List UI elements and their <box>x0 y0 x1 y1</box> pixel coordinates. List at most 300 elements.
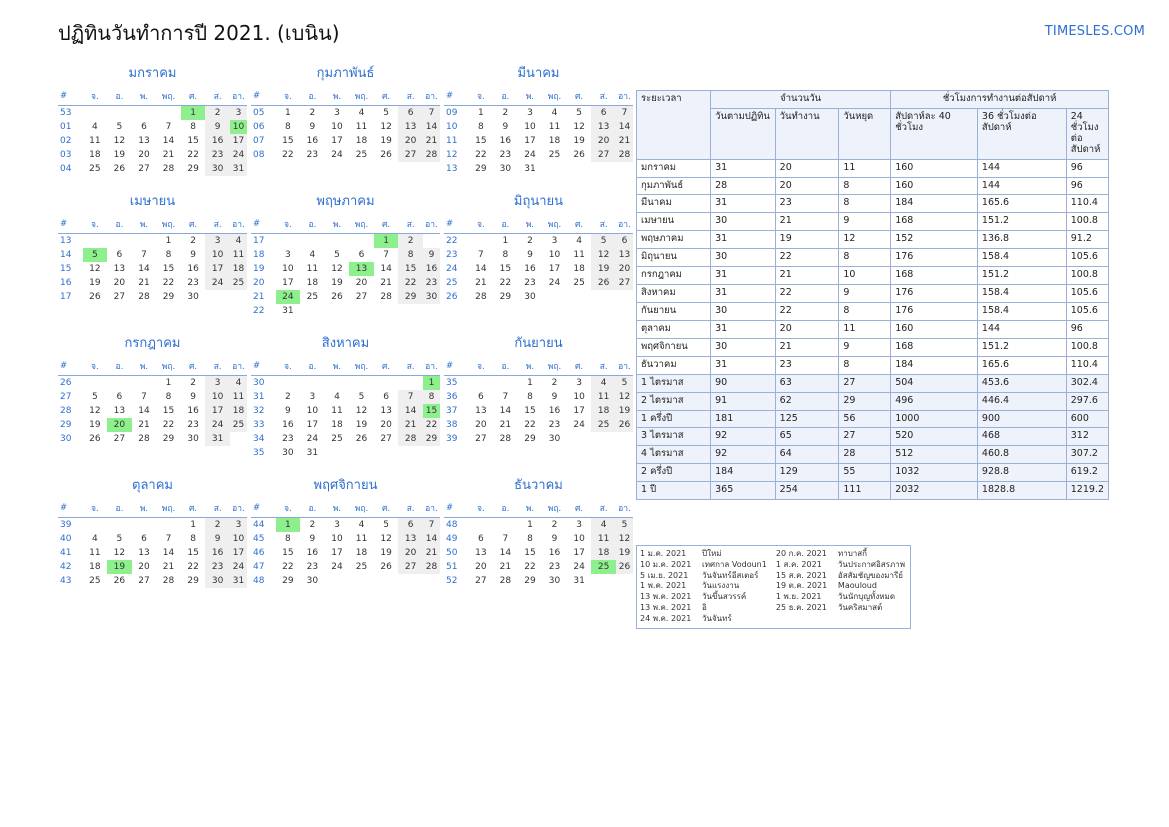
day-cell[interactable]: 15 <box>398 262 423 276</box>
day-cell[interactable] <box>567 290 592 304</box>
day-cell[interactable]: 17 <box>205 404 230 418</box>
day-cell[interactable]: 17 <box>230 546 247 560</box>
day-cell[interactable]: 31 <box>230 162 247 176</box>
day-cell[interactable]: 17 <box>230 134 247 148</box>
day-cell[interactable] <box>83 234 108 249</box>
day-cell[interactable]: 7 <box>502 392 509 402</box>
day-cell[interactable]: 30 <box>282 448 294 458</box>
day-cell[interactable]: 9 <box>502 122 509 132</box>
day-cell[interactable]: 23 <box>524 278 536 288</box>
day-cell[interactable]: 1 <box>284 108 291 118</box>
day-cell[interactable]: 24 <box>331 562 343 572</box>
day-cell[interactable] <box>616 574 633 588</box>
day-cell[interactable]: 28 <box>162 576 175 586</box>
day-cell[interactable] <box>325 304 350 318</box>
day-cell[interactable]: 27 <box>138 164 150 174</box>
day-cell[interactable]: 10 <box>573 534 585 544</box>
day-cell[interactable]: 17 <box>331 136 343 146</box>
day-cell[interactable]: 5 <box>616 518 633 533</box>
day-cell[interactable]: 2 <box>205 106 230 121</box>
day-cell[interactable]: 30 <box>187 434 199 444</box>
day-cell[interactable]: 9 <box>190 392 196 402</box>
day-cell[interactable]: 23 <box>282 434 294 444</box>
day-cell[interactable]: 30 <box>524 292 536 302</box>
day-cell[interactable]: 20 <box>475 562 487 572</box>
day-cell[interactable] <box>469 234 494 249</box>
day-cell[interactable]: 8 <box>527 392 533 402</box>
day-cell[interactable]: 26 <box>616 560 633 574</box>
day-cell[interactable]: 28 <box>380 292 392 302</box>
day-cell[interactable]: 12 <box>89 406 101 416</box>
day-cell[interactable]: 10 <box>331 122 343 132</box>
day-cell[interactable]: 3 <box>205 376 230 391</box>
day-cell[interactable]: 16 <box>187 406 199 416</box>
day-cell[interactable]: 13 <box>349 262 374 276</box>
day-cell[interactable] <box>325 446 350 460</box>
day-cell[interactable]: 3 <box>527 108 533 118</box>
day-cell[interactable]: 6 <box>141 122 147 132</box>
day-cell[interactable]: 9 <box>527 250 533 260</box>
day-cell[interactable]: 24 <box>331 150 343 160</box>
day-cell[interactable] <box>567 432 592 446</box>
day-cell[interactable]: 3 <box>576 520 582 530</box>
day-cell[interactable] <box>276 234 301 249</box>
day-cell[interactable]: 3 <box>576 378 582 388</box>
day-cell[interactable] <box>349 304 374 318</box>
day-cell[interactable]: 13 <box>398 120 423 134</box>
day-cell[interactable]: 13 <box>113 406 126 416</box>
day-cell[interactable]: 21 <box>616 134 633 148</box>
day-cell[interactable]: 14 <box>398 404 423 418</box>
day-cell[interactable]: 13 <box>380 406 392 416</box>
day-cell[interactable]: 10 <box>282 264 294 274</box>
day-cell[interactable] <box>325 574 350 588</box>
day-cell[interactable]: 23 <box>187 278 199 288</box>
day-cell[interactable]: 21 <box>162 150 175 160</box>
day-cell[interactable]: 16 <box>524 264 536 274</box>
day-cell[interactable]: 11 <box>89 548 101 558</box>
day-cell[interactable]: 23 <box>548 420 561 430</box>
day-cell[interactable]: 8 <box>284 534 291 544</box>
day-cell[interactable]: 27 <box>113 434 126 444</box>
day-cell[interactable] <box>300 376 325 391</box>
day-cell[interactable]: 28 <box>138 434 150 444</box>
day-cell[interactable]: 15 <box>187 548 199 558</box>
day-cell[interactable]: 30 <box>187 292 199 302</box>
day-cell[interactable]: 19 <box>355 420 368 430</box>
day-cell[interactable]: 20 <box>398 546 423 560</box>
day-cell[interactable]: 25 <box>89 576 101 586</box>
day-cell[interactable]: 3 <box>334 108 340 118</box>
day-cell[interactable]: 31 <box>282 306 294 316</box>
day-cell[interactable]: 14 <box>616 120 633 134</box>
day-cell[interactable]: 30 <box>548 576 561 586</box>
day-cell[interactable]: 18 <box>306 278 319 288</box>
day-cell[interactable]: 5 <box>383 520 389 530</box>
day-cell[interactable]: 24 <box>306 434 319 444</box>
day-cell[interactable]: 4 <box>576 236 582 246</box>
day-cell[interactable]: 20 <box>138 150 150 160</box>
day-cell[interactable]: 24 <box>548 278 561 288</box>
day-cell[interactable]: 19 <box>107 560 132 574</box>
day-cell[interactable]: 28 <box>162 164 175 174</box>
day-cell[interactable]: 18 <box>591 546 616 560</box>
day-cell[interactable]: 25 <box>591 560 616 574</box>
day-cell[interactable]: 29 <box>499 292 512 302</box>
day-cell[interactable]: 29 <box>423 432 440 446</box>
day-cell[interactable]: 18 <box>331 420 343 430</box>
day-cell[interactable]: 20 <box>107 418 132 432</box>
day-cell[interactable]: 11 <box>230 248 247 262</box>
day-cell[interactable]: 6 <box>141 534 147 544</box>
day-cell[interactable]: 30 <box>205 162 230 176</box>
day-cell[interactable]: 8 <box>165 250 172 260</box>
day-cell[interactable]: 27 <box>113 292 126 302</box>
day-cell[interactable]: 11 <box>591 390 616 404</box>
day-cell[interactable]: 21 <box>138 420 150 430</box>
day-cell[interactable]: 18 <box>89 562 101 572</box>
day-cell[interactable]: 12 <box>355 406 368 416</box>
day-cell[interactable]: 29 <box>187 576 199 586</box>
day-cell[interactable] <box>591 162 616 176</box>
day-cell[interactable]: 28 <box>423 560 440 574</box>
day-cell[interactable]: 12 <box>380 534 392 544</box>
day-cell[interactable]: 21 <box>398 418 423 432</box>
day-cell[interactable]: 22 <box>162 278 175 288</box>
day-cell[interactable]: 27 <box>398 560 423 574</box>
day-cell[interactable] <box>374 446 399 460</box>
day-cell[interactable]: 8 <box>165 392 172 402</box>
day-cell[interactable]: 8 <box>527 534 533 544</box>
day-cell[interactable] <box>469 518 494 533</box>
day-cell[interactable]: 18 <box>89 150 101 160</box>
day-cell[interactable]: 28 <box>138 292 150 302</box>
day-cell[interactable] <box>374 304 399 318</box>
day-cell[interactable]: 7 <box>165 122 172 132</box>
day-cell[interactable] <box>493 518 518 533</box>
day-cell[interactable]: 7 <box>423 518 440 533</box>
day-cell[interactable]: 22 <box>282 562 294 572</box>
day-cell[interactable]: 9 <box>205 532 230 546</box>
day-cell[interactable]: 9 <box>309 534 316 544</box>
day-cell[interactable]: 23 <box>306 562 319 572</box>
day-cell[interactable]: 26 <box>113 164 126 174</box>
day-cell[interactable]: 8 <box>398 248 423 262</box>
day-cell[interactable]: 12 <box>113 136 126 146</box>
day-cell[interactable]: 12 <box>331 264 343 274</box>
day-cell[interactable]: 1 <box>374 234 399 249</box>
day-cell[interactable]: 14 <box>138 264 150 274</box>
day-cell[interactable]: 29 <box>524 576 536 586</box>
day-cell[interactable] <box>591 574 616 588</box>
day-cell[interactable] <box>300 304 325 318</box>
day-cell[interactable]: 29 <box>475 164 487 174</box>
day-cell[interactable]: 17 <box>282 278 294 288</box>
day-cell[interactable]: 20 <box>591 134 616 148</box>
day-cell[interactable]: 25 <box>355 150 368 160</box>
day-cell[interactable]: 22 <box>162 420 175 430</box>
day-cell[interactable]: 6 <box>383 392 389 402</box>
day-cell[interactable]: 20 <box>475 420 487 430</box>
day-cell[interactable]: 17 <box>548 264 561 274</box>
day-cell[interactable]: 31 <box>573 576 585 586</box>
day-cell[interactable] <box>616 162 633 176</box>
day-cell[interactable]: 12 <box>573 122 585 132</box>
day-cell[interactable]: 26 <box>616 418 633 432</box>
day-cell[interactable]: 21 <box>423 546 440 560</box>
day-cell[interactable]: 26 <box>591 276 616 290</box>
day-cell[interactable]: 5 <box>334 250 340 260</box>
day-cell[interactable]: 2 <box>398 234 423 249</box>
day-cell[interactable]: 24 <box>573 562 585 572</box>
day-cell[interactable]: 9 <box>284 406 291 416</box>
day-cell[interactable]: 6 <box>116 392 123 402</box>
day-cell[interactable]: 23 <box>205 560 230 574</box>
day-cell[interactable]: 30 <box>548 434 561 444</box>
day-cell[interactable]: 4 <box>591 518 616 533</box>
day-cell[interactable]: 10 <box>573 392 585 402</box>
day-cell[interactable]: 10 <box>331 534 343 544</box>
day-cell[interactable]: 6 <box>398 518 423 533</box>
day-cell[interactable]: 22 <box>423 418 440 432</box>
day-cell[interactable]: 22 <box>187 150 199 160</box>
day-cell[interactable]: 21 <box>138 278 150 288</box>
day-cell[interactable]: 19 <box>331 278 343 288</box>
day-cell[interactable]: 1 <box>477 108 484 118</box>
day-cell[interactable]: 28 <box>398 432 423 446</box>
day-cell[interactable]: 7 <box>616 106 633 121</box>
day-cell[interactable]: 12 <box>591 248 616 262</box>
day-cell[interactable]: 3 <box>205 234 230 249</box>
day-cell[interactable]: 7 <box>383 250 389 260</box>
day-cell[interactable]: 8 <box>190 122 196 132</box>
day-cell[interactable]: 26 <box>573 150 585 160</box>
day-cell[interactable]: 26 <box>331 292 343 302</box>
day-cell[interactable]: 27 <box>475 434 487 444</box>
day-cell[interactable]: 11 <box>591 532 616 546</box>
day-cell[interactable]: 7 <box>165 534 172 544</box>
day-cell[interactable]: 3 <box>230 106 247 121</box>
day-cell[interactable]: 19 <box>573 136 585 146</box>
day-cell[interactable]: 21 <box>499 420 512 430</box>
day-cell[interactable]: 6 <box>477 534 484 544</box>
day-cell[interactable] <box>325 376 350 391</box>
day-cell[interactable] <box>591 432 616 446</box>
day-cell[interactable]: 5 <box>91 392 98 402</box>
day-cell[interactable]: 4 <box>551 108 558 118</box>
day-cell[interactable]: 17 <box>524 136 536 146</box>
day-cell[interactable]: 1 <box>527 378 533 388</box>
day-cell[interactable]: 16 <box>282 420 294 430</box>
day-cell[interactable] <box>469 376 494 391</box>
day-cell[interactable]: 16 <box>306 136 319 146</box>
day-cell[interactable]: 26 <box>380 562 392 572</box>
day-cell[interactable]: 10 <box>230 532 247 546</box>
day-cell[interactable] <box>83 518 108 533</box>
day-cell[interactable]: 17 <box>331 548 343 558</box>
day-cell[interactable]: 3 <box>309 392 316 402</box>
day-cell[interactable]: 13 <box>591 120 616 134</box>
day-cell[interactable]: 26 <box>113 576 126 586</box>
day-cell[interactable]: 22 <box>475 150 487 160</box>
day-cell[interactable]: 24 <box>276 290 301 304</box>
day-cell[interactable]: 14 <box>162 136 175 146</box>
day-cell[interactable]: 6 <box>398 106 423 121</box>
day-cell[interactable]: 2 <box>190 236 196 246</box>
day-cell[interactable]: 25 <box>331 434 343 444</box>
day-cell[interactable]: 21 <box>423 134 440 148</box>
day-cell[interactable] <box>542 290 567 304</box>
day-cell[interactable] <box>398 376 423 391</box>
day-cell[interactable] <box>542 162 567 176</box>
day-cell[interactable]: 14 <box>162 548 175 558</box>
day-cell[interactable] <box>205 290 230 304</box>
day-cell[interactable]: 22 <box>524 420 536 430</box>
brand-link[interactable]: TIMESLES.COM <box>1044 24 1145 39</box>
day-cell[interactable]: 23 <box>423 276 440 290</box>
day-cell[interactable] <box>591 290 616 304</box>
day-cell[interactable]: 24 <box>573 420 585 430</box>
day-cell[interactable]: 15 <box>499 264 512 274</box>
day-cell[interactable]: 15 <box>282 136 294 146</box>
day-cell[interactable]: 11 <box>355 122 368 132</box>
day-cell[interactable]: 2 <box>551 520 558 530</box>
day-cell[interactable]: 25 <box>230 418 247 432</box>
day-cell[interactable]: 23 <box>205 148 230 162</box>
day-cell[interactable]: 1 <box>181 106 206 121</box>
day-cell[interactable]: 29 <box>524 434 536 444</box>
day-cell[interactable]: 26 <box>355 434 368 444</box>
day-cell[interactable]: 8 <box>502 250 509 260</box>
day-cell[interactable]: 9 <box>551 534 558 544</box>
day-cell[interactable]: 6 <box>358 250 365 260</box>
day-cell[interactable]: 14 <box>138 406 150 416</box>
day-cell[interactable]: 13 <box>138 548 150 558</box>
day-cell[interactable]: 28 <box>423 148 440 162</box>
day-cell[interactable]: 28 <box>499 434 512 444</box>
day-cell[interactable] <box>349 574 374 588</box>
day-cell[interactable]: 31 <box>306 448 319 458</box>
day-cell[interactable]: 26 <box>380 150 392 160</box>
day-cell[interactable]: 4 <box>230 234 247 249</box>
day-cell[interactable]: 8 <box>284 122 291 132</box>
day-cell[interactable] <box>83 106 108 121</box>
day-cell[interactable]: 4 <box>358 108 365 118</box>
day-cell[interactable]: 10 <box>205 248 230 262</box>
day-cell[interactable]: 11 <box>331 406 343 416</box>
day-cell[interactable]: 19 <box>591 262 616 276</box>
day-cell[interactable]: 27 <box>355 292 368 302</box>
day-cell[interactable]: 29 <box>398 290 423 304</box>
day-cell[interactable]: 3 <box>334 520 340 530</box>
day-cell[interactable]: 18 <box>230 262 247 276</box>
day-cell[interactable]: 21 <box>380 278 392 288</box>
day-cell[interactable]: 10 <box>306 406 319 416</box>
day-cell[interactable]: 13 <box>616 248 633 262</box>
day-cell[interactable]: 27 <box>138 576 150 586</box>
day-cell[interactable]: 7 <box>141 250 147 260</box>
day-cell[interactable]: 5 <box>116 534 123 544</box>
day-cell[interactable]: 14 <box>499 406 512 416</box>
day-cell[interactable] <box>423 574 440 588</box>
day-cell[interactable]: 5 <box>83 248 108 262</box>
day-cell[interactable]: 25 <box>591 418 616 432</box>
day-cell[interactable]: 20 <box>113 278 126 288</box>
day-cell[interactable]: 24 <box>205 418 230 432</box>
day-cell[interactable] <box>374 376 399 391</box>
day-cell[interactable]: 23 <box>187 420 199 430</box>
day-cell[interactable]: 23 <box>499 150 512 160</box>
day-cell[interactable]: 24 <box>524 150 536 160</box>
day-cell[interactable]: 11 <box>230 390 247 404</box>
day-cell[interactable]: 30 <box>306 576 319 586</box>
day-cell[interactable]: 18 <box>355 548 368 558</box>
day-cell[interactable]: 10 <box>524 122 536 132</box>
day-cell[interactable] <box>230 432 247 446</box>
day-cell[interactable]: 6 <box>477 392 484 402</box>
day-cell[interactable]: 23 <box>548 562 561 572</box>
day-cell[interactable] <box>398 446 423 460</box>
day-cell[interactable]: 16 <box>548 548 561 558</box>
day-cell[interactable]: 18 <box>548 136 561 146</box>
day-cell[interactable]: 28 <box>475 292 487 302</box>
day-cell[interactable]: 13 <box>138 136 150 146</box>
day-cell[interactable]: 15 <box>423 404 440 418</box>
day-cell[interactable]: 20 <box>138 562 150 572</box>
day-cell[interactable] <box>300 234 325 249</box>
day-cell[interactable]: 11 <box>306 264 319 274</box>
day-cell[interactable]: 16 <box>205 134 230 148</box>
day-cell[interactable]: 7 <box>477 250 484 260</box>
day-cell[interactable]: 13 <box>475 548 487 558</box>
day-cell[interactable]: 31 <box>524 164 536 174</box>
day-cell[interactable]: 10 <box>230 120 247 134</box>
day-cell[interactable]: 15 <box>162 264 175 274</box>
day-cell[interactable]: 27 <box>380 434 392 444</box>
day-cell[interactable]: 5 <box>591 234 616 249</box>
day-cell[interactable]: 15 <box>475 136 487 146</box>
day-cell[interactable]: 28 <box>499 576 512 586</box>
day-cell[interactable]: 19 <box>616 546 633 560</box>
day-cell[interactable]: 19 <box>380 136 392 146</box>
day-cell[interactable]: 11 <box>355 534 368 544</box>
day-cell[interactable]: 29 <box>162 434 175 444</box>
day-cell[interactable]: 20 <box>380 420 392 430</box>
day-cell[interactable]: 19 <box>89 278 101 288</box>
day-cell[interactable]: 21 <box>475 278 487 288</box>
day-cell[interactable]: 22 <box>499 278 512 288</box>
day-cell[interactable] <box>423 234 440 249</box>
day-cell[interactable]: 4 <box>230 376 247 391</box>
day-cell[interactable] <box>132 234 157 249</box>
day-cell[interactable]: 5 <box>383 108 389 118</box>
day-cell[interactable]: 12 <box>616 532 633 546</box>
day-cell[interactable]: 19 <box>616 404 633 418</box>
day-cell[interactable]: 18 <box>355 136 368 146</box>
day-cell[interactable]: 12 <box>380 122 392 132</box>
day-cell[interactable] <box>325 234 350 249</box>
day-cell[interactable]: 6 <box>616 234 633 249</box>
day-cell[interactable]: 31 <box>230 574 247 588</box>
day-cell[interactable] <box>107 376 132 391</box>
day-cell[interactable]: 15 <box>187 136 199 146</box>
day-cell[interactable]: 4 <box>334 392 340 402</box>
day-cell[interactable]: 4 <box>591 376 616 391</box>
day-cell[interactable]: 17 <box>573 548 585 558</box>
day-cell[interactable]: 15 <box>524 406 536 416</box>
day-cell[interactable]: 19 <box>113 150 126 160</box>
day-cell[interactable]: 28 <box>616 148 633 162</box>
